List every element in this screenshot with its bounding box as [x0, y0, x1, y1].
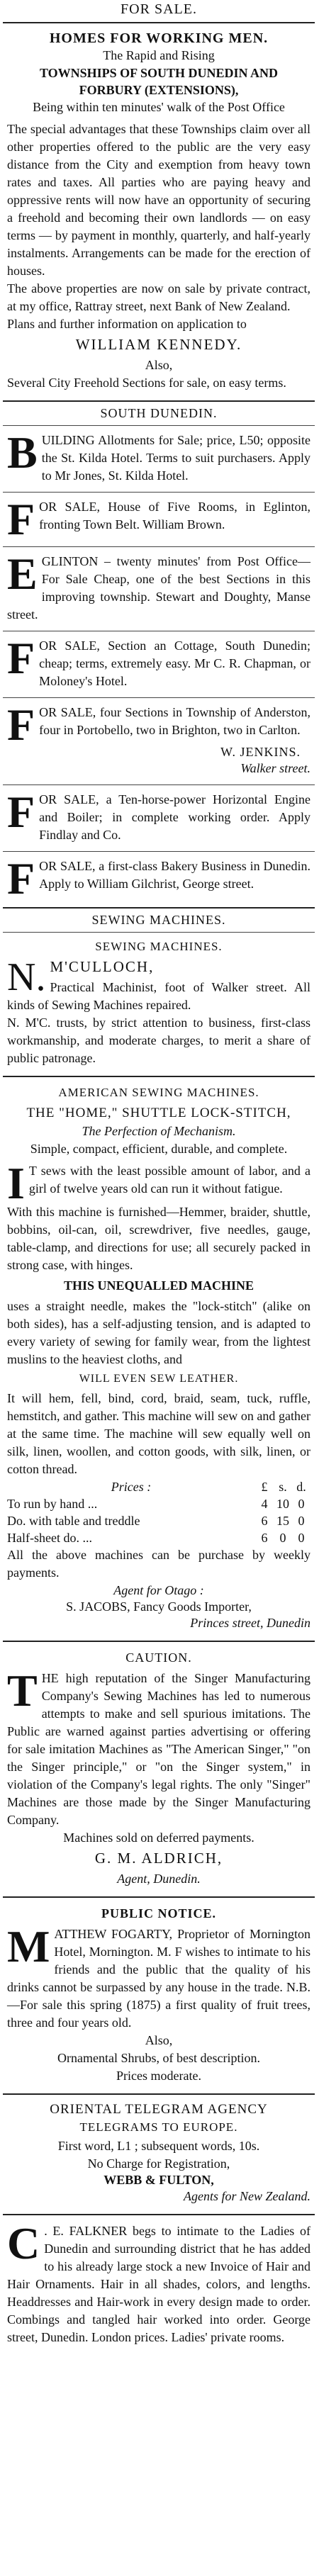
- ad-paragraph-3: uses a straight needle, makes the "lock-stitch" (alike on both sides), has a self-adjusting tension, and is adapted to every variety of sewing for family wear, from the lightest muslins to the heaviest cloths, and: [7, 1299, 310, 1366]
- price-pence: 0: [298, 1497, 305, 1511]
- divider: [3, 784, 315, 785]
- divider: [3, 2093, 315, 2095]
- ad-subtitle: TELEGRAMS TO EUROPE.: [79, 2120, 238, 2134]
- ad-subheading: THIS UNEQUALLED MACHINE: [63, 1278, 254, 1293]
- ad-body: The special advantages that these Townships claim over all other properties offered to the public are the very easy distance from the City and exemption from heavy town rates and taxes. All parties who are paying heavy and oppressive rents will now have an opportunity of securing a freehold and becoming their own landlords — on easy terms — by payment in monthly, quarterly, and half-yearly instalments. Arrangements can be made for the erection of houses.: [7, 122, 310, 278]
- divider: [3, 2214, 315, 2215]
- table-row: [7, 1512, 310, 1529]
- ad-private-contract: The above properties are now on sale by private contract, at my office, Rattray street, next Bank of New Zealand.: [7, 281, 310, 313]
- ad-falkner-hair: [3, 2220, 315, 2351]
- ad-text: HE high reputation of the Singer Manufacturing Company's Sewing Machines has led to numerous attempts to make and sell spurious imitations. The Public are warned against parties advertising or offering for sale imitation Machines as "The American Singer," "on the Singer principle," or "on the Singer system," in violation of the Company's legal rights. The only "Singer" Machines are those made by the Singer Manufacturing Company.: [7, 1671, 310, 1827]
- ad-agent-name: G. M. ALDRICH,: [94, 1850, 223, 1867]
- ad-agent-name: WILLIAM KENNEDY.: [75, 336, 242, 353]
- ad-four-sections: [3, 701, 315, 782]
- drop-cap: N.: [7, 955, 46, 999]
- price-pounds: 4: [261, 1497, 268, 1511]
- col-pence: d.: [296, 1480, 306, 1494]
- divider: [3, 697, 315, 698]
- ad-weekly-payments: All the above machines can be purchase by weekly payments.: [7, 1548, 310, 1580]
- drop-cap: F: [7, 494, 35, 544]
- ad-shrubs: Ornamental Shrubs, of best description.: [57, 2051, 260, 2065]
- ad-text: UILDING Allotments for Sale; price, L50; opposite the St. Kilda Hotel. Terms to suit purchasers. Apply to Mr Jones, St. Kilda Hotel.: [41, 433, 310, 483]
- divider: [3, 22, 315, 23]
- ad-deferred: Machines sold on deferred payments.: [63, 1830, 254, 1845]
- divider: [3, 1896, 315, 1898]
- divider: [3, 400, 315, 402]
- ad-agent-label: Agent for Otago :: [113, 1583, 204, 1597]
- price-item: Do. with table and treddle: [7, 1514, 140, 1528]
- ad-title: ORIENTAL TELEGRAM AGENCY: [50, 2102, 268, 2117]
- ad-agent-name: W. JENKINS.: [220, 745, 301, 759]
- ad-house-five-rooms: [3, 495, 315, 544]
- price-pounds: 6: [261, 1531, 268, 1545]
- drop-cap: F: [7, 699, 35, 750]
- ad-tagline: The Perfection of Mechanism.: [82, 1124, 236, 1138]
- drop-cap: B: [7, 427, 38, 478]
- drop-cap: F: [7, 633, 35, 683]
- divider: [3, 492, 315, 493]
- divider: [3, 425, 315, 426]
- price-shillings: 10: [276, 1497, 289, 1511]
- price-pence: 0: [298, 1514, 305, 1528]
- divider: [3, 546, 315, 547]
- ad-townships: TOWNSHIPS OF SOUTH DUNEDIN AND FORBURY (EXTENSIONS),: [39, 66, 279, 97]
- ad-agent-role: Agent, Dunedin.: [117, 1872, 201, 1886]
- drop-cap: F: [7, 853, 35, 904]
- drop-cap: M: [7, 1921, 50, 1972]
- table-row: [7, 1529, 310, 1546]
- price-item: Half-sheet do. ...: [7, 1531, 92, 1545]
- ad-caution: [3, 1646, 315, 1892]
- newspaper-page: [3, 0, 315, 2351]
- section-header-for-sale: FOR SALE.: [121, 1, 197, 17]
- price-shillings: 15: [276, 1514, 289, 1528]
- ad-american-sewing: [3, 1081, 315, 1636]
- divider: [3, 1641, 315, 1642]
- section-header-sewing-machines: SEWING MACHINES.: [91, 913, 226, 927]
- ad-paragraph-1: T sews with the least possible amount of labor, and a girl of twelve years old can run it without fatigue.: [28, 1164, 310, 1196]
- ad-text: ATTHEW FOGARTY, Proprietor of Mornington Hotel, Mornington. M. F wishes to intimate to his friends and the public that the quality of his drinks cannot be surpassed by any house in the trade. N.B.—For sale this spring (1875) a first quality of fruit trees, three and four years old.: [7, 1927, 310, 2030]
- ad-no-charge: No Charge for Registration,: [87, 2156, 230, 2171]
- ad-paragraph-4: It will hem, fell, bind, cord, braid, seam, tuck, ruffle, hemstitch, and gather. This machine will sew on and gather at the same time. The machine will sew equally well on silk, linen, woollen, and cotton goods, with silk, linen, or cotton thread.: [7, 1391, 310, 1476]
- ad-text: OR SALE, a first-class Bakery Business in Dunedin. Apply to William Gilchrist, George street.: [39, 859, 310, 891]
- ad-product-name: THE "HOME," SHUTTLE LOCK-STITCH,: [26, 1106, 291, 1120]
- divider: [3, 907, 315, 909]
- ad-prices: Prices moderate.: [116, 2069, 201, 2083]
- ad-building-allotments: [3, 429, 315, 489]
- drop-cap: F: [7, 787, 35, 837]
- ad-mcculloch: [3, 935, 315, 1072]
- ad-public-notice: [3, 1902, 315, 2089]
- ad-text: GLINTON – twenty minutes' from Post Office—For Sale Cheap, one of the best Sections in this improving township. Stewart and Doughty, Manse street.: [7, 554, 310, 621]
- price-table-header: [7, 1478, 310, 1495]
- ad-telegram-agency: [3, 2099, 315, 2210]
- price-item: To run by hand ...: [7, 1497, 98, 1511]
- ad-homes-working-men: [3, 28, 315, 396]
- divider: [3, 851, 315, 852]
- divider: [3, 1076, 315, 1077]
- section-header-south-dunedin: SOUTH DUNEDIN.: [100, 406, 218, 420]
- col-shillings: s.: [279, 1480, 287, 1494]
- table-row: [7, 1495, 310, 1512]
- ad-address: Walker street.: [240, 761, 310, 775]
- price-label: Prices :: [111, 1480, 152, 1494]
- drop-cap: C: [7, 2218, 40, 2268]
- ad-rates: First word, L1 ; subsequent words, 10s.: [57, 2139, 260, 2153]
- ad-text-2: N. M'C. trusts, by strict attention to business, first-class workmanship, and moderate charges, to merit a share of public patronage.: [7, 1016, 310, 1065]
- ad-plans: Plans and further information on application to: [7, 317, 247, 331]
- ad-agents: Agents for New Zealand.: [184, 2189, 310, 2203]
- ad-text: OR SALE, Section an Cottage, South Dunedin; cheap; terms, extremely easy. Mr C. R. Chapman, or Moloney's Hotel.: [39, 639, 310, 688]
- ad-section-cottage: [3, 634, 315, 694]
- price-pence: 0: [298, 1531, 305, 1545]
- price-shillings: 0: [279, 1531, 286, 1545]
- ad-title: AMERICAN SEWING MACHINES.: [58, 1086, 259, 1099]
- ad-text: OR SALE, a Ten-horse-power Horizontal Engine and Boiler; in complete working order. Apply Findlay and Co.: [39, 792, 310, 842]
- ad-title: SEWING MACHINES.: [95, 940, 223, 953]
- ad-eglinton: [3, 550, 315, 628]
- price-table: [7, 1478, 310, 1546]
- ad-text: OR SALE, House of Five Rooms, in Eglinton, fronting Town Belt. William Brown.: [39, 500, 310, 531]
- ad-address: Princes street, Dunedin: [190, 1616, 310, 1630]
- drop-cap: I: [7, 1158, 25, 1208]
- ad-text: . E. FALKNER begs to intimate to the Ladies of Dunedin and surrounding district that he has added to his already large stock a new Invoice of Hair and Hair Ornaments. Hair in all shades, colors, and lengths. Headdresses and Hair-work in every design made to order. Combings and tangled hair worked into order. George street, Dunedin. London prices. Ladies' private rooms.: [7, 2224, 310, 2344]
- ad-tagline-2: Simple, compact, efficient, durable, and complete.: [30, 1142, 288, 1156]
- ad-title: PUBLIC NOTICE.: [101, 1906, 217, 1920]
- ad-engine-boiler: [3, 788, 315, 848]
- ad-subheading-2: WILL EVEN SEW LEATHER.: [79, 1373, 239, 1385]
- ad-paragraph-2: With this machine is furnished—Hemmer, braider, shuttle, bobbins, oil-can, oil, screwdriver, five needles, gauge, table-clamp, and directions for use; all securely packed in strong case, with hinges.: [7, 1205, 310, 1272]
- ad-text: Practical Machinist, foot of Walker street. All kinds of Sewing Machines repaired.: [7, 980, 310, 1012]
- ad-city-sections: Several City Freehold Sections for sale, on easy terms.: [7, 376, 286, 390]
- ad-text: OR SALE, four Sections in Township of Anderston, four in Portobello, two in Brighton, two in Carlton.: [39, 705, 310, 737]
- drop-cap: T: [7, 1665, 38, 1716]
- col-pounds: £: [261, 1480, 268, 1494]
- ad-title: CAUTION.: [125, 1650, 192, 1665]
- ad-walk: Being within ten minutes' walk of the Post Office: [33, 100, 285, 114]
- ad-also: Also,: [145, 2033, 173, 2047]
- ad-firm-name: WEBB & FULTON,: [103, 2173, 214, 2187]
- ad-agent-name: S. JACOBS, Fancy Goods Importer,: [66, 1599, 252, 1614]
- divider: [3, 932, 315, 933]
- drop-cap: E: [7, 549, 38, 599]
- ad-headline: HOMES FOR WORKING MEN.: [49, 30, 269, 46]
- ad-also: Also,: [145, 358, 173, 372]
- ad-proprietor-name: M'CULLOCH,: [50, 958, 155, 975]
- ad-subtitle: The Rapid and Rising: [103, 48, 215, 62]
- ad-bakery: [3, 855, 315, 903]
- price-pounds: 6: [261, 1514, 268, 1528]
